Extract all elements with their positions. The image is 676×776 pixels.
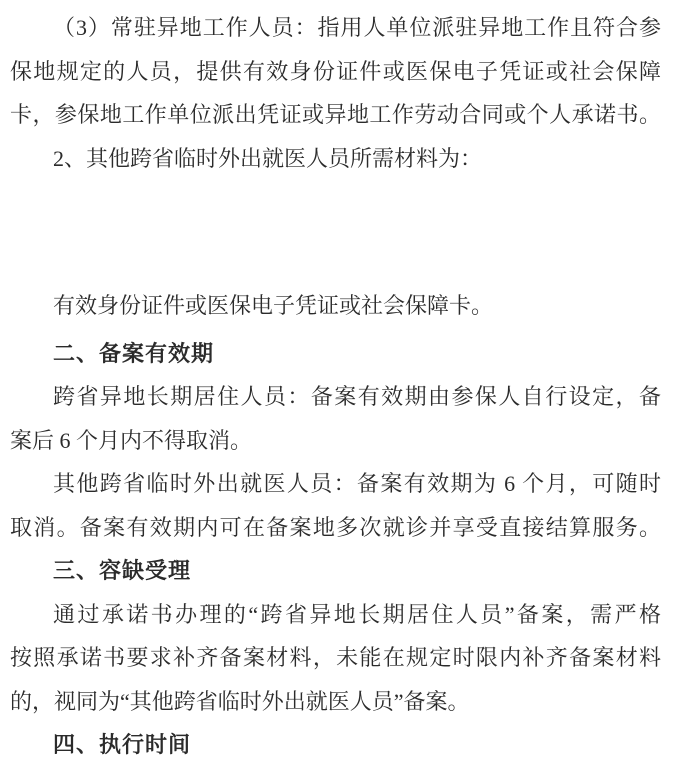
paragraph-temporary-patients xyxy=(10,462,661,549)
blank-gap xyxy=(10,180,661,284)
paragraph-resident-workers xyxy=(10,6,661,137)
paragraph-long-term-residents xyxy=(10,375,661,462)
section-heading-validity-period: 二、备案有效期 xyxy=(53,340,215,366)
document-line: 保地规定的人员，提供有效身份证件或医保电子凭证或社会保障 xyxy=(10,58,661,84)
document-line: 的，视同为“其他跨省临时外出就医人员”备案。 xyxy=(10,688,470,714)
document-line: 取消。备案有效期内可在备案地多次就诊并享受直接结算服务。 xyxy=(10,514,661,540)
document-line: 案后 6 个月内不得取消。 xyxy=(10,427,253,453)
section-heading-execution-time: 四、执行时间 xyxy=(53,732,192,757)
document-line: 2、其他跨省临时外出就医人员所需材料为： xyxy=(53,145,483,171)
document-line: 其他跨省临时外出就医人员：备案有效期为 6 个月，可随时 xyxy=(53,471,661,496)
document-line: 按照承诺书要求补齐备案材料，未能在规定时限内补齐备案材料 xyxy=(10,645,661,670)
paragraph-commitment-letter xyxy=(10,593,661,724)
document-line: 卡，参保地工作单位派出凭证或异地工作劳动合同或个人承诺书。 xyxy=(10,102,661,127)
paragraph-valid-credentials xyxy=(10,284,661,328)
document-line: 跨省异地长期居住人员：备案有效期由参保人自行设定，备 xyxy=(53,384,661,409)
section-heading-tolerant-acceptance: 三、容缺受理 xyxy=(53,558,192,583)
document-line: （3）常驻异地工作人员：指用人单位派驻异地工作且符合参 xyxy=(53,15,661,40)
document-line: 通过承诺书办理的“跨省异地长期居住人员”备案，需严格 xyxy=(53,601,661,627)
paragraph-other-materials-intro xyxy=(10,137,661,181)
document-line: 有效身份证件或医保电子凭证或社会保障卡。 xyxy=(53,293,494,318)
